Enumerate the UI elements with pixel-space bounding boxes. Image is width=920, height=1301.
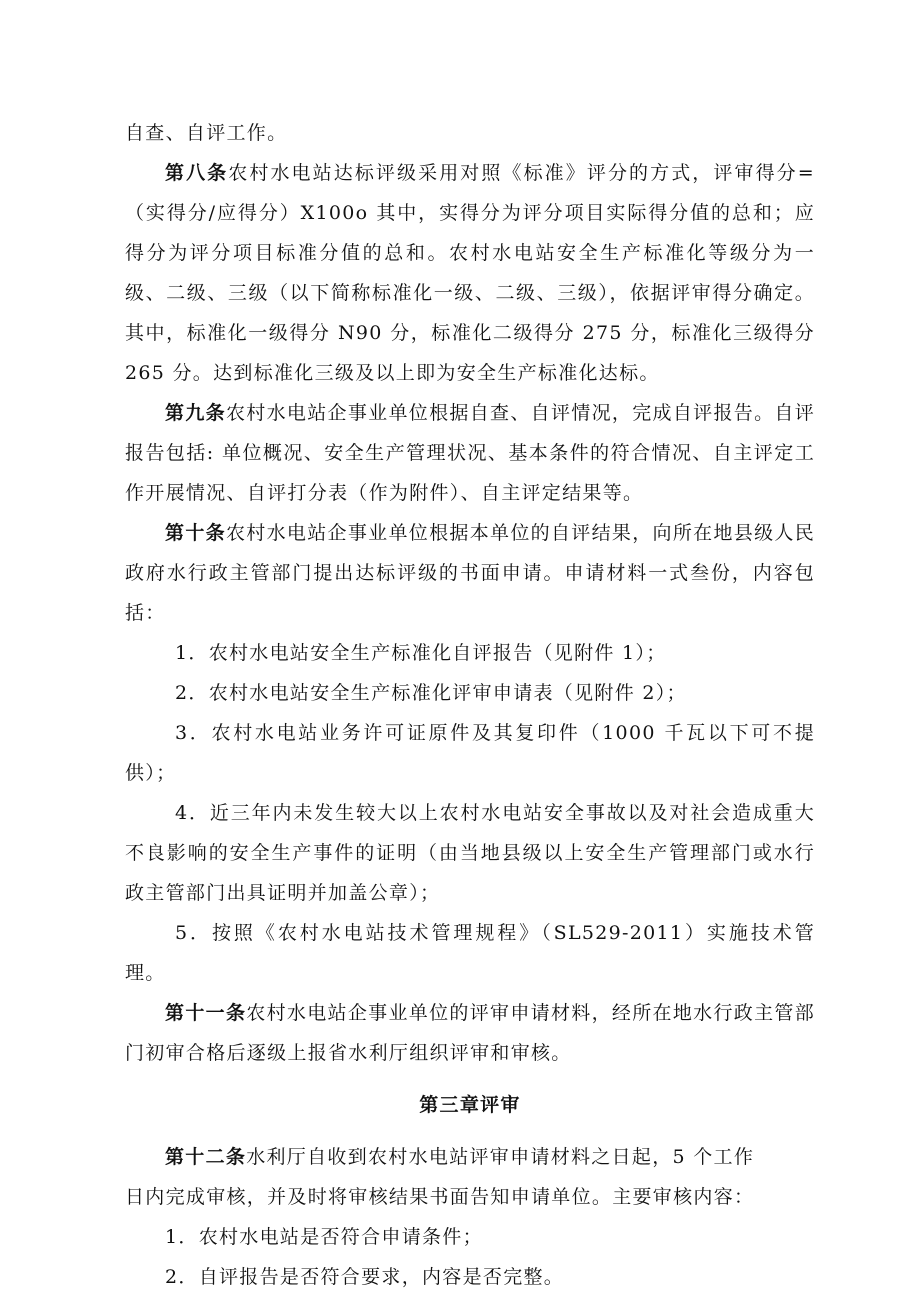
article-8-text: 农村水电站达标评级采用对照《标准》评分的方式，评审得分=（实得分/应得分）X100o 其中，实得分为评分项目实际得分值的总和；应得分为评分项目标准分值的总和。农村水电站安全生产标准化等级分为一级、二级、三级（以下简称标准化一级、二级、三级），依据评审得分确定。其中，标准化一级得分 N90 分，标准化二级得分 275 分，标准化三级得分 265 分。达到标准化三级及以上即为安全生产标准化达标。 xyxy=(125,162,815,384)
article-9-number: 第九条 xyxy=(165,402,226,424)
article-9 xyxy=(125,393,815,513)
article-10-item-5: 5．按照《农村水电站技术管理规程》（SL529-2011）实施技术管理。 xyxy=(125,922,815,984)
article-10 xyxy=(125,513,815,633)
chapter-3-heading: 第三章评审 xyxy=(419,1094,521,1116)
article-10-text: 农村水电站企事业单位根据本单位的自评结果，向所在地县级人民政府水行政主管部门提出达标评级的书面申请。申请材料一式叁份，内容包括： xyxy=(125,522,816,624)
article-11 xyxy=(125,993,815,1073)
article-8-number: 第八条 xyxy=(165,162,229,184)
article-8 xyxy=(125,153,815,393)
article-12-text-line-1: 水利厅自收到农村水电站评审申请材料之日起，5 个工作 xyxy=(246,1146,755,1168)
article-10-item-1: 1．农村水电站安全生产标准化自评报告（见附件 1）； xyxy=(175,642,667,664)
article-12-text-line-2: 日内完成审核，并及时将审核结果书面告知申请单位。主要审核内容： xyxy=(125,1186,755,1208)
article-12-item-2: 2．自评报告是否符合要求，内容是否完整。 xyxy=(165,1266,565,1288)
article-10-item-2: 2．农村水电站安全生产标准化评审申请表（见附件 2）； xyxy=(175,682,687,704)
article-11-text: 农村水电站企事业单位的评审申请材料，经所在地水行政主管部门初审合格后逐级上报省水利厅组织评审和审核。 xyxy=(125,1002,816,1064)
article-12-number: 第十二条 xyxy=(165,1146,247,1168)
intro-tail-text: 自查、自评工作。 xyxy=(125,122,288,144)
article-10-item-3: 3．农村水电站业务许可证原件及其复印件（1000 千瓦以下可不提供）； xyxy=(125,722,815,784)
article-11-number: 第十一条 xyxy=(165,1002,247,1024)
article-12 xyxy=(125,1137,815,1177)
article-10-item-4: 4．近三年内未发生较大以上农村水电站安全事故以及对社会造成重大不良影响的安全生产事件的证明（由当地县级以上安全生产管理部门或水行政主管部门出具证明并加盖公章）； xyxy=(125,802,815,904)
article-9-text: 农村水电站企事业单位根据自查、自评情况，完成自评报告。自评报告包括: 单位概况、安全生产管理状况、基本条件的符合情况、自主评定工作开展情况、自评打分表（作为附件）、自主评定结果等。 xyxy=(125,402,816,504)
article-10-number: 第十条 xyxy=(165,522,226,544)
document-page xyxy=(125,113,815,1297)
article-12-item-1: 1．农村水电站是否符合申请条件； xyxy=(165,1226,483,1248)
